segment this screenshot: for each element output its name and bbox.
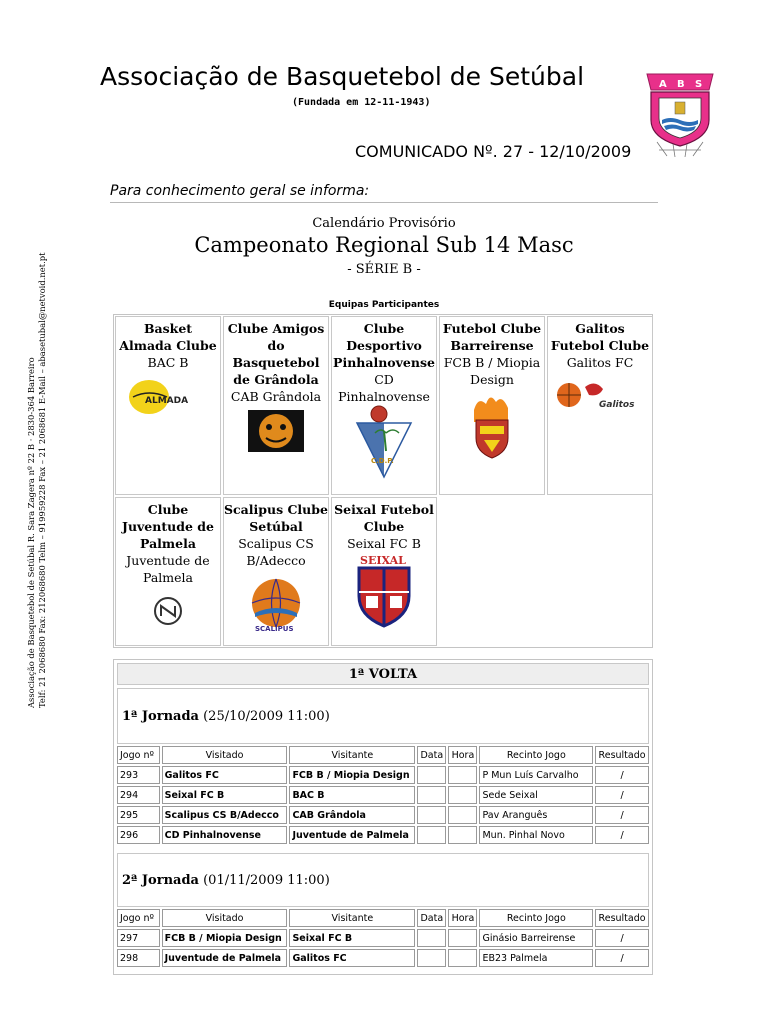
- fcb-logo: [464, 392, 520, 460]
- team-card-galitos: [547, 316, 653, 495]
- jornada-1-games-table: [115, 744, 651, 846]
- game-number: 294: [117, 786, 160, 804]
- col-visitado: Visitado: [162, 746, 288, 764]
- team-card-seixal: [331, 497, 437, 646]
- game-time: [448, 929, 477, 947]
- game-result: /: [595, 786, 649, 804]
- org-title: Associação de Basquetebol de Setúbal: [100, 62, 585, 91]
- table-header-row: [117, 909, 649, 927]
- game-number: 297: [117, 929, 160, 947]
- game-date: [417, 806, 446, 824]
- away-team: CAB Grândola: [289, 806, 415, 824]
- game-number: 293: [117, 766, 160, 784]
- logo-letter-a: A: [659, 79, 667, 90]
- home-team: Seixal FC B: [162, 786, 288, 804]
- jornada-1-header: [117, 688, 649, 744]
- away-team: Galitos FC: [289, 949, 415, 967]
- sidebar-phones: Telf: 21 2068680 Fax: 212068680 Telm – 919959228 Fax – 21 2068681 E-Mail – abasetubal@netvoid.net.pt: [37, 252, 47, 708]
- game-date: [417, 929, 446, 947]
- col-visitante: Visitante: [289, 746, 415, 764]
- game-time: [448, 786, 477, 804]
- table-header-row: [117, 746, 649, 764]
- away-team: Seixal FC B: [289, 929, 415, 947]
- game-time: [448, 826, 477, 844]
- game-result: /: [595, 949, 649, 967]
- jornada-2-title: 2ª Jornada: [122, 873, 199, 888]
- game-result: /: [595, 806, 649, 824]
- team-card-scalipus: [223, 497, 329, 646]
- jornada-2-date: (01/11/2009 11:00): [203, 873, 330, 888]
- game-result: /: [595, 766, 649, 784]
- game-date: [417, 826, 446, 844]
- team-card-bac: [115, 316, 221, 495]
- home-team: Galitos FC: [162, 766, 288, 784]
- game-date: [417, 786, 446, 804]
- championship-title: Campeonato Regional Sub 14 Masc: [194, 233, 574, 257]
- team-short-name: Juventude de Palmela: [126, 553, 210, 585]
- volta-section: [113, 659, 653, 975]
- calendar-label: Calendário Provisório: [312, 216, 456, 231]
- abs-logo: [637, 62, 723, 158]
- away-team: FCB B / Miopia Design: [289, 766, 415, 784]
- sidebar-contact: [26, 252, 48, 708]
- game-number: 295: [117, 806, 160, 824]
- game-result: /: [595, 929, 649, 947]
- game-venue: P Mun Luís Carvalho: [479, 766, 593, 784]
- game-venue: Ginásio Barreirense: [479, 929, 593, 947]
- galitos-logo-text: Galitos: [599, 400, 635, 410]
- team-short-name: Galitos FC: [566, 355, 634, 370]
- scalipus-logo: [245, 573, 307, 635]
- table-row: [117, 929, 649, 947]
- col-recinto: Recinto Jogo: [479, 746, 593, 764]
- team-name: Clube Juventude de Palmela: [122, 502, 214, 551]
- team-card-cdp: [331, 316, 437, 495]
- team-short-name: Scalipus CS B/Adecco: [238, 536, 314, 568]
- col-hora: Hora: [448, 909, 477, 927]
- game-time: [448, 766, 477, 784]
- game-venue: EB23 Palmela: [479, 949, 593, 967]
- cdp-logo: [353, 405, 415, 479]
- intro-text: Para conhecimento geral se informa:: [110, 183, 658, 203]
- game-venue: Mun. Pinhal Novo: [479, 826, 593, 844]
- org-founded: (Fundada em 12-11-1943): [292, 97, 431, 108]
- game-result: /: [595, 826, 649, 844]
- team-name: Clube Desportivo Pinhalnovense: [333, 321, 435, 370]
- teams-label: Equipas Participantes: [328, 300, 440, 310]
- team-name: Basket Almada Clube: [119, 321, 217, 353]
- team-card-cab: [223, 316, 329, 495]
- game-date: [417, 949, 446, 967]
- away-team: Juventude de Palmela: [289, 826, 415, 844]
- serie-label: - SÉRIE B -: [347, 262, 421, 277]
- team-card-juventude: [115, 497, 221, 646]
- teams-grid: [113, 314, 653, 648]
- seixal-logo: [353, 552, 415, 628]
- col-resultado: Resultado: [595, 909, 649, 927]
- team-short-name: Seixal FC B: [347, 536, 421, 551]
- col-resultado: Resultado: [595, 746, 649, 764]
- game-time: [448, 949, 477, 967]
- away-team: BAC B: [289, 786, 415, 804]
- col-data: Data: [417, 909, 446, 927]
- team-name: Galitos Futebol Clube: [550, 321, 650, 353]
- jornada-2-header: [117, 853, 649, 907]
- game-time: [448, 806, 477, 824]
- table-row: [117, 949, 649, 967]
- table-row: [117, 826, 649, 844]
- game-number: 296: [117, 826, 160, 844]
- jornada-1-title: 1ª Jornada: [122, 709, 199, 724]
- game-venue: Sede Seixal: [479, 786, 593, 804]
- almada-logo: [127, 375, 209, 417]
- home-team: FCB B / Miopia Design: [162, 929, 288, 947]
- team-name: Clube Amigos do Basquetebol de Grândola: [227, 321, 325, 387]
- team-short-name: CAB Grândola: [230, 389, 322, 404]
- col-visitado: Visitado: [162, 909, 288, 927]
- col-hora: Hora: [448, 746, 477, 764]
- cab-logo: [246, 409, 306, 453]
- juventude-logo: [151, 594, 185, 628]
- jornada-2-games-table: [115, 907, 651, 969]
- team-name: Seixal Futebol Clube: [334, 502, 434, 534]
- col-recinto: Recinto Jogo: [479, 909, 593, 927]
- col-jogo: Jogo nº: [117, 746, 160, 764]
- seixal-logo-text: SEIXAL: [360, 554, 406, 567]
- cdp-logo-text: C.D.P.: [371, 457, 394, 465]
- game-date: [417, 766, 446, 784]
- game-number: 298: [117, 949, 160, 967]
- communicado-number: COMUNICADO Nº. 27 - 12/10/2009: [355, 142, 632, 161]
- team-short-name: BAC B: [147, 355, 189, 370]
- col-visitante: Visitante: [289, 909, 415, 927]
- logo-letter-b: B: [677, 79, 685, 90]
- jornada-1-date: (25/10/2009 11:00): [203, 709, 330, 724]
- home-team: Juventude de Palmela: [162, 949, 288, 967]
- col-data: Data: [417, 746, 446, 764]
- team-name: Scalipus Clube Setúbal: [224, 502, 328, 534]
- team-short-name: CD Pinhalnovense: [338, 372, 430, 404]
- game-venue: Pav Aranguês: [479, 806, 593, 824]
- logo-letter-s: S: [695, 79, 703, 90]
- table-row: [117, 786, 649, 804]
- sidebar-address: Associação de Basquetebol de Setúbal R. Sara Zagera nº 22 B · 2830-364 Barreiro: [26, 357, 36, 708]
- table-row: [117, 806, 649, 824]
- home-team: CD Pinhalnovense: [162, 826, 288, 844]
- volta-title: 1ª VOLTA: [117, 663, 649, 685]
- table-row: [117, 766, 649, 784]
- team-card-fcb: [439, 316, 545, 495]
- team-name: Futebol Clube Barreirense: [442, 321, 542, 353]
- galitos-logo: [555, 375, 645, 415]
- team-short-name: FCB B / Miopia Design: [443, 355, 541, 387]
- home-team: Scalipus CS B/Adecco: [162, 806, 288, 824]
- almada-logo-text: ALMADA: [145, 396, 189, 406]
- scalipus-logo-text: SCALIPUS: [255, 625, 294, 633]
- col-jogo: Jogo nº: [117, 909, 160, 927]
